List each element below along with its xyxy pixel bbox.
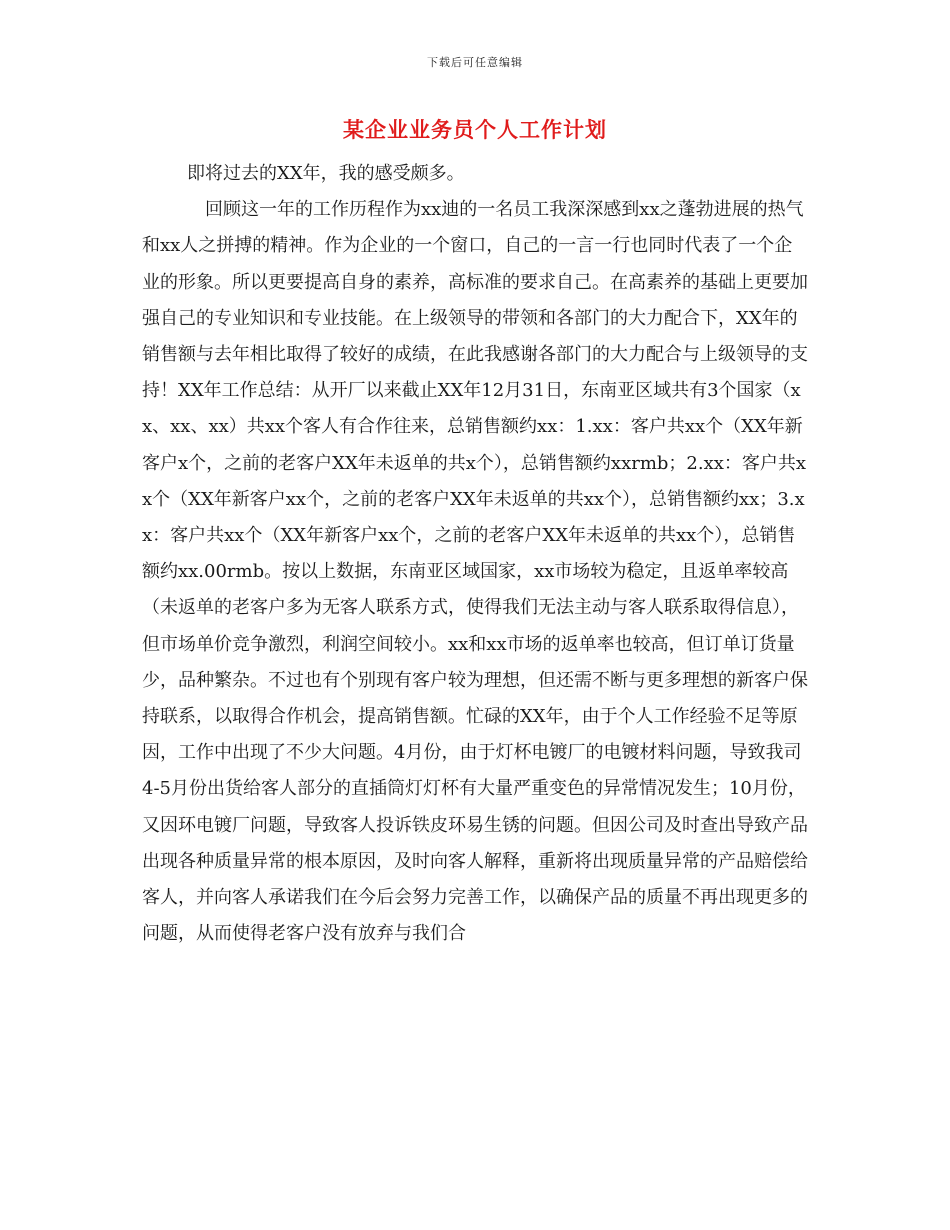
document-body <box>142 156 808 952</box>
page-header-note: 下载后可任意编辑 <box>427 56 523 69</box>
document-title: 某企业业务员个人工作计划 <box>343 117 607 142</box>
intro-paragraph: 即将过去的XX年，我的感受颇多。 <box>187 163 465 184</box>
main-paragraph: 回顾这一年的工作历程作为xx迪的一名员工我深深感到xx之蓬勃进展的热气和xx人之拼搏的精神。作为企业的一个窗口，自己的一言一行也同时代表了一个企业的形象。所以更要提高自身的素养，高标准的要求自己。在高素养的基础上更要加强自己的专业知识和专业技能。在上级领导的带领和各部门的大力配合下，XX年的销售额与去年相比取得了较好的成绩，在此我感谢各部门的大力配合与上级领导的支持！XX年工作总结：从开厂以来截止XX年12月31日，东南亚区域共有3个国家（xx、xx、xx）共xx个客人有合作往来，总销售额约xx：1.xx：客户共xx个（XX年新客户x个，之前的老客户XX年未返单的共x个），总销售额约xxrmb；2.xx：客户共xx个（XX年新客户xx个，之前的老客户XX年未返单的共xx个），总销售额约xx；3.xx：客户共xx个（XX年新客户xx个，之前的老客户XX年未返单的共xx个），总销售额约xx.00rmb。按以上数据，东南亚区域国家，xx市场较为稳定，且返单率较高（未返单的老客户多为无客人联系方式，使得我们无法主动与客人联系取得信息），但市场单价竞争激烈，利润空间较小。xx和xx市场的返单率也较高，但订单订货量少，品种繁杂。不过也有个别现有客户较为理想，但还需不断与更多理想的新客户保持联系，以取得合作机会，提高销售额。忙碌的XX年，由于个人工作经验不足等原因，工作中出现了不少大问题。4月份，由于灯杯电镀厂的电镀材料问题，导致我司4-5月份出货给客人部分的直插筒灯灯杯有大量严重变色的异常情况发生；10月份，又因环电镀厂问题，导致客人投诉铁皮环易生锈的问题。但因公司及时查出导致产品出现各种质量异常的根本原因，及时向客人解释，重新将出现质量异常的产品赔偿给客人，并向客人承诺我们在今后会努力完善工作，以确保产品的质量不再出现更多的问题，从而使得老客户没有放弃与我们合 <box>142 199 808 945</box>
